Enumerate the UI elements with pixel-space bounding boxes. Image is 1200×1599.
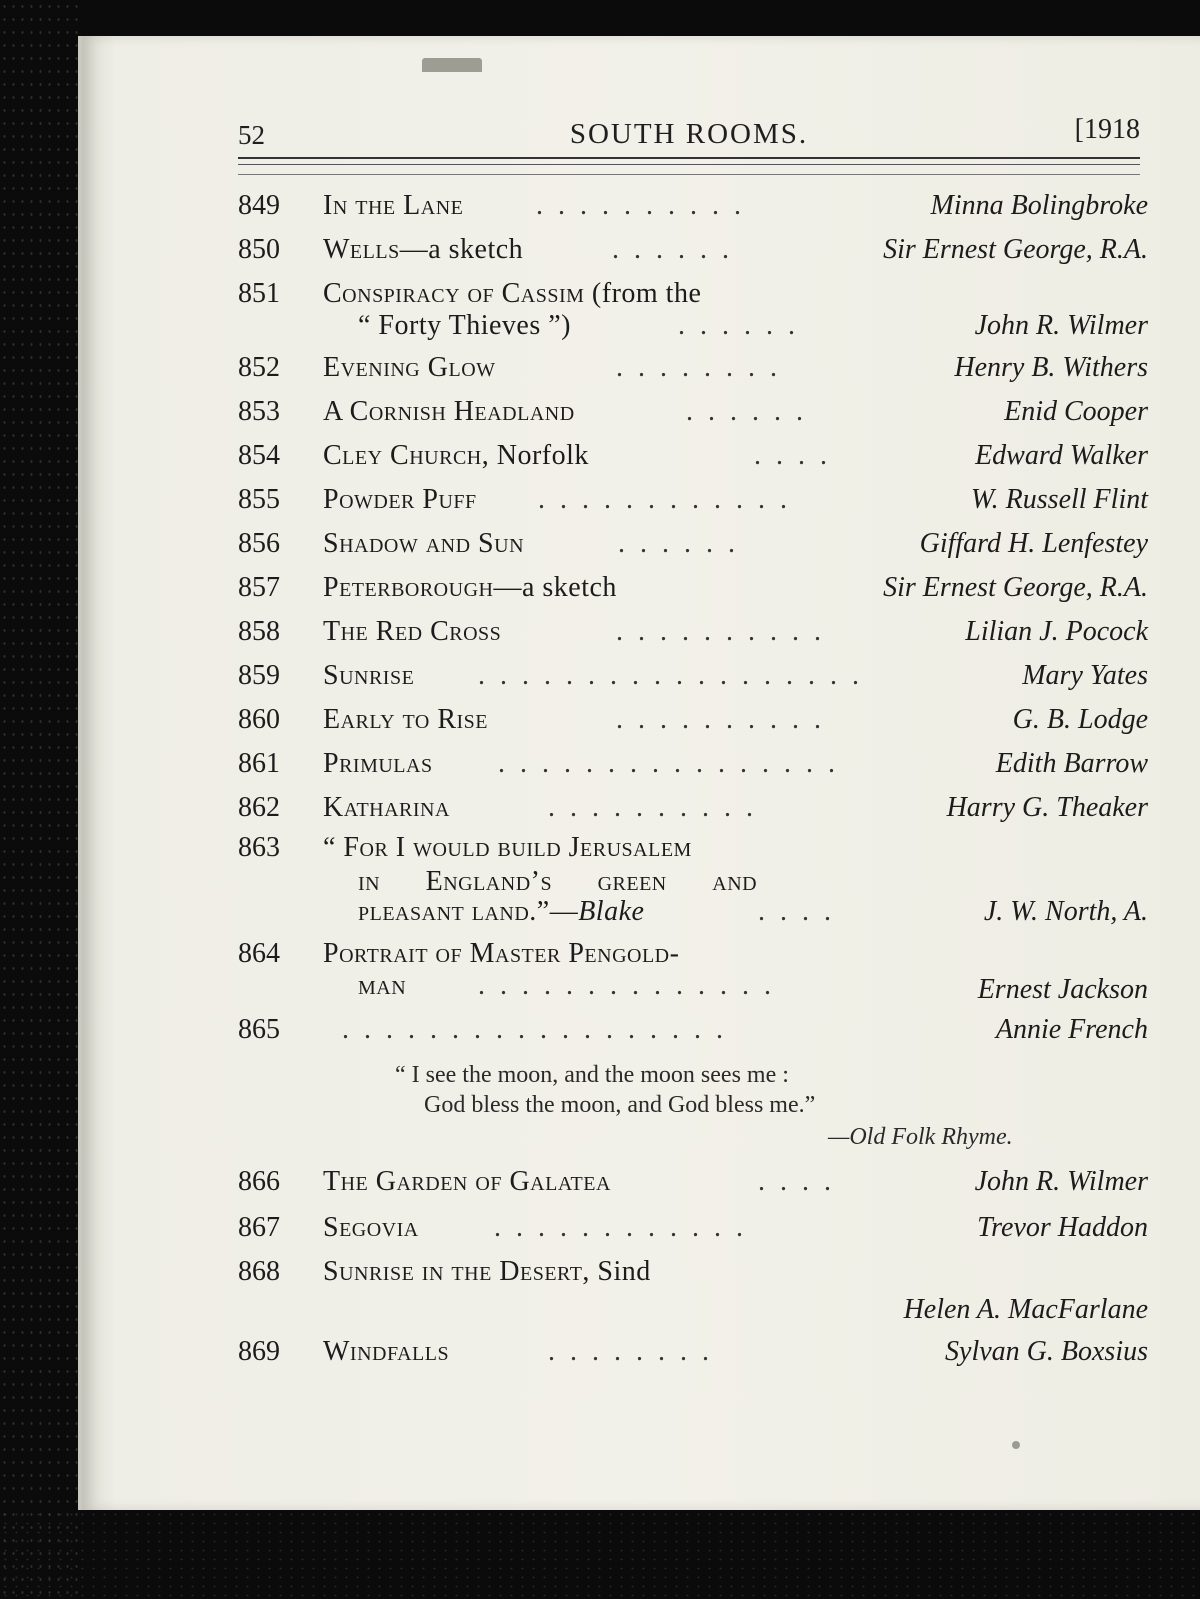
leader-dots: . . . . . . . . . . . . . . . . . . xyxy=(342,1014,727,1045)
page-year: [1918 xyxy=(1074,114,1140,145)
entry-row xyxy=(238,1336,1148,1380)
leader-dots: . . . . . . . . . . xyxy=(616,616,825,647)
quote-line: “ I see the moon, and the moon sees me : xyxy=(395,1062,789,1088)
entry-title xyxy=(323,1256,651,1288)
leader-dots: . . . . . . xyxy=(612,234,733,265)
leader-dots: . . . . . . xyxy=(678,310,799,341)
entry-title-suffix: (from the xyxy=(584,278,702,309)
entry-row xyxy=(238,616,1148,660)
leader-dots: . . . . . . . . xyxy=(548,1336,713,1367)
entry-row xyxy=(238,528,1148,572)
leader-dots: . . . . xyxy=(754,440,831,471)
entry-row xyxy=(238,572,1148,616)
entry-title-main: Peterborough xyxy=(323,572,494,603)
entry-artist: Ernest Jackson xyxy=(977,974,1148,1005)
entry-artist: Enid Cooper xyxy=(1004,396,1148,427)
page-title: SOUTH ROOMS. xyxy=(569,118,809,150)
entry-number: 852 xyxy=(238,352,280,383)
entry-row xyxy=(238,440,1148,484)
entry-row xyxy=(238,1014,1148,1058)
entry-artist: Sylvan G. Boxsius xyxy=(945,1336,1148,1367)
entry-number: 867 xyxy=(238,1212,280,1243)
entry-artist: John R. Wilmer xyxy=(974,1166,1148,1197)
entry-title: The Red Cross xyxy=(323,616,502,647)
entry-artist: Harry G. Theaker xyxy=(946,792,1148,823)
entry-number: 851 xyxy=(238,278,280,309)
entry-title: Evening Glow xyxy=(323,352,496,383)
entry-title-suffix: , Sind xyxy=(582,1256,651,1287)
page-number: 52 xyxy=(238,120,265,150)
entry-number: 853 xyxy=(238,396,280,427)
entry-title-suffix: , Norfolk xyxy=(481,440,589,471)
entry-artist: G. B. Lodge xyxy=(1012,704,1148,735)
entry-row xyxy=(238,352,1148,396)
entry-artist: Minna Bolingbroke xyxy=(930,190,1148,221)
entry-number: 869 xyxy=(238,1336,280,1367)
entry-row xyxy=(238,792,1148,836)
entry-number: 862 xyxy=(238,792,280,823)
entry-title-line2: “ Forty Thieves ”) xyxy=(358,310,571,341)
entry-title: Shadow and Sun xyxy=(323,528,525,559)
entry-row xyxy=(238,484,1148,528)
entry-title-line3 xyxy=(358,896,644,928)
leader-dots: . . . . . . . . xyxy=(616,352,781,383)
entry-row xyxy=(238,1256,1148,1336)
leader-dots: . . . . xyxy=(758,1166,835,1197)
entry-title-main: Wells xyxy=(323,234,400,265)
entry-row xyxy=(238,278,1148,358)
entry-title-attribution: Blake xyxy=(578,896,645,927)
entry-number: 860 xyxy=(238,704,280,735)
entry-title-main: Sunrise in the Desert xyxy=(323,1256,583,1287)
entry-title: Early to Rise xyxy=(323,704,489,735)
entry-title-line2: in England’s green and xyxy=(358,866,758,897)
entry-title: Windfalls xyxy=(323,1336,450,1367)
entry-title-main: Cley Church xyxy=(323,440,482,471)
entry-title-suffix: —a sketch xyxy=(399,234,524,265)
entry-number: 850 xyxy=(238,234,280,265)
entry-number: 858 xyxy=(238,616,280,647)
entry-title: Segovia xyxy=(323,1212,419,1243)
leader-dots: . . . . . . . . . . xyxy=(536,190,745,221)
entry-title: Katharina xyxy=(323,792,450,823)
leader-dots: . . . . . . . . . . . . . . . . . . xyxy=(478,660,863,691)
entry-artist: Giffard H. Lenfestey xyxy=(919,528,1148,559)
entry-title-suffix: —a sketch xyxy=(493,572,617,603)
entry-row xyxy=(238,704,1148,748)
entry-number: 868 xyxy=(238,1256,280,1287)
entry-title: “ For I would build Jerusalem xyxy=(323,832,692,863)
entry-artist: Edith Barrow xyxy=(995,748,1148,779)
leader-dots: . . . . . . . . . . . . . . . . xyxy=(498,748,839,779)
entry-title: Primulas xyxy=(323,748,433,779)
entry-title xyxy=(323,440,589,472)
entry-artist: Trevor Haddon xyxy=(977,1212,1148,1243)
entry-row xyxy=(238,748,1148,792)
entry-number: 856 xyxy=(238,528,280,559)
entry-artist: Sir Ernest George, R.A. xyxy=(883,234,1148,265)
leader-dots: . . . . . . . . . . . . xyxy=(494,1212,747,1243)
leader-dots: . . . . . . . . . . xyxy=(548,792,757,823)
entry-artist: Lilian J. Pocock xyxy=(965,616,1148,647)
entry-row xyxy=(238,660,1148,704)
leader-dots: . . . . . . . . . . . . xyxy=(538,484,791,515)
entry-artist: John R. Wilmer xyxy=(974,310,1148,341)
entry-title-main: Conspiracy of Cassim xyxy=(323,278,585,309)
leader-dots: . . . . . . xyxy=(618,528,739,559)
leader-dots: . . . . . . . . . . xyxy=(616,704,825,735)
entry-number: 859 xyxy=(238,660,280,691)
entry-artist: Annie French xyxy=(995,1014,1148,1045)
quote-source: —Old Folk Rhyme. xyxy=(828,1124,1013,1150)
entry-row xyxy=(238,938,1148,1014)
entry-artist: J. W. North, A. xyxy=(983,896,1148,927)
entry-artist: Edward Walker xyxy=(975,440,1148,471)
leader-dots: . . . . xyxy=(758,896,835,927)
entry-artist: Helen A. MacFarlane xyxy=(903,1294,1148,1325)
entry-title: The Garden of Galatea xyxy=(323,1166,611,1197)
quote-line: God bless the moon, and God bless me.” xyxy=(424,1092,816,1118)
entry-number: 866 xyxy=(238,1166,280,1197)
entry-artist: Mary Yates xyxy=(1022,660,1148,691)
entry-number: 864 xyxy=(238,938,280,969)
entry-number: 863 xyxy=(238,832,280,863)
entry-title: Powder Puff xyxy=(323,484,477,515)
leader-dots: . . . . . . . . . . . . . . xyxy=(478,970,775,1001)
entry-number: 855 xyxy=(238,484,280,515)
entry-row xyxy=(238,234,1148,278)
entry-row xyxy=(238,190,1148,234)
entry-row xyxy=(238,396,1148,440)
entry-row xyxy=(238,832,1148,932)
entry-title: Sunrise xyxy=(323,660,415,691)
entry-artist: Henry B. Withers xyxy=(954,352,1148,383)
entry-title xyxy=(323,278,701,310)
entry-title xyxy=(323,234,523,266)
entry-artist: W. Russell Flint xyxy=(970,484,1148,515)
entry-number: 849 xyxy=(238,190,280,221)
entry-row xyxy=(238,1212,1148,1256)
entry-number: 857 xyxy=(238,572,280,603)
entry-number: 861 xyxy=(238,748,280,779)
entry-title xyxy=(323,572,617,604)
leader-dots: . . . . . . xyxy=(686,396,807,427)
entry-title: A Cornish Headland xyxy=(323,396,575,427)
entry-artist: Sir Ernest George, R.A. xyxy=(883,572,1148,603)
paper-mark xyxy=(1012,1441,1020,1449)
entry-row xyxy=(238,1166,1148,1210)
entry-title-line2: man xyxy=(358,970,407,1001)
entry-number: 865 xyxy=(238,1014,280,1045)
entry-title: In the Lane xyxy=(323,190,464,221)
entry-title: Portrait of Master Pengold- xyxy=(323,938,680,969)
entry-title-line3-text: pleasant land.”— xyxy=(358,896,579,927)
entry-number: 854 xyxy=(238,440,280,471)
